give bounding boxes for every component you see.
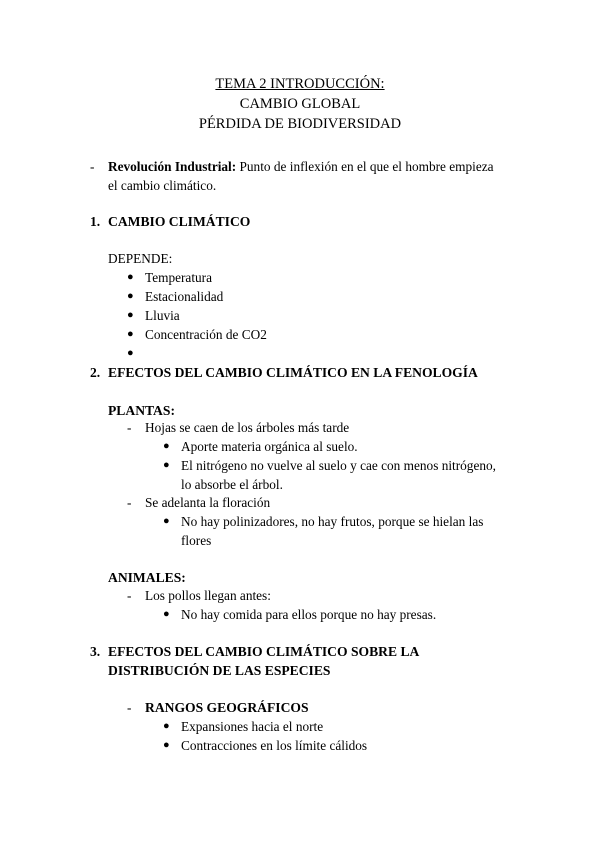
plantas-item-1-sub-2-line-2: lo absorbe el árbol. bbox=[181, 477, 283, 492]
plantas-item-2: Se adelanta la floración bbox=[145, 495, 271, 510]
plantas-label: PLANTAS: bbox=[108, 403, 175, 418]
section1-item-3: Lluvia bbox=[145, 308, 180, 323]
section1-label: DEPENDE: bbox=[108, 251, 173, 266]
intro-bold: Revolución Industrial: bbox=[108, 159, 237, 174]
bullet-icon: ● bbox=[163, 440, 170, 452]
dash-icon: - bbox=[127, 420, 132, 435]
bullet-icon: ● bbox=[163, 720, 170, 732]
plantas-item-2-sub-1-line-2: flores bbox=[181, 533, 212, 548]
title-line-1: TEMA 2 INTRODUCCIÓN: bbox=[215, 76, 385, 92]
dash-icon: - bbox=[127, 588, 132, 603]
bullet-icon: ● bbox=[127, 290, 134, 302]
intro-dash: - bbox=[90, 159, 95, 174]
section1-title: CAMBIO CLIMÁTICO bbox=[108, 214, 251, 229]
section3-title-line-1: EFECTOS DEL CAMBIO CLIMÁTICO SOBRE LA bbox=[108, 644, 420, 659]
rangos-item-2: Contracciones en los límite cálidos bbox=[181, 738, 368, 753]
rangos-label: RANGOS GEOGRÁFICOS bbox=[145, 700, 309, 715]
plantas-item-1: Hojas se caen de los árboles más tarde bbox=[145, 420, 350, 435]
animales-item-1-sub-1: No hay comida para ellos porque no hay presas. bbox=[181, 607, 437, 622]
animales-label: ANIMALES: bbox=[108, 570, 186, 585]
section2-title: EFECTOS DEL CAMBIO CLIMÁTICO EN LA FENOLOGÍA bbox=[108, 365, 478, 380]
intro-line-1 bbox=[108, 160, 494, 173]
title-line-2: CAMBIO GLOBAL bbox=[239, 96, 361, 112]
section3-number: 3. bbox=[90, 644, 101, 659]
plantas-item-1-sub-2-line-1: El nitrógeno no vuelve al suelo y cae con menos nitrógeno, bbox=[181, 458, 496, 473]
title-line-3: PÉRDIDA DE BIODIVERSIDAD bbox=[198, 116, 402, 132]
intro-text-1: Punto de inflexión en el que el hombre empieza bbox=[236, 159, 494, 174]
dash-icon: - bbox=[127, 495, 132, 510]
section3-title-line-2: DISTRIBUCIÓN DE LAS ESPECIES bbox=[108, 663, 331, 678]
bullet-icon: ● bbox=[163, 608, 170, 620]
bullet-icon: ● bbox=[163, 739, 170, 751]
plantas-item-1-sub-1: Aporte materia orgánica al suelo. bbox=[181, 439, 358, 454]
rangos-item-1: Expansiones hacia el norte bbox=[181, 719, 324, 734]
bullet-icon: ● bbox=[163, 515, 170, 527]
bullet-icon: ● bbox=[163, 459, 170, 471]
section1-item-1: Temperatura bbox=[145, 270, 212, 285]
bullet-icon: ● bbox=[127, 328, 134, 340]
section1-number: 1. bbox=[90, 214, 101, 229]
bullet-icon: ● bbox=[127, 271, 134, 283]
section1-item-4: Concentración de CO2 bbox=[145, 327, 267, 342]
section2-number: 2. bbox=[90, 365, 101, 380]
bullet-icon: ● bbox=[127, 347, 134, 359]
animales-item-1: Los pollos llegan antes: bbox=[145, 588, 271, 603]
intro-line-2: el cambio climático. bbox=[108, 178, 217, 193]
section1-item-2: Estacionalidad bbox=[145, 289, 224, 304]
dash-icon: - bbox=[127, 700, 132, 715]
plantas-item-2-sub-1-line-1: No hay polinizadores, no hay frutos, porque se hielan las bbox=[181, 514, 484, 529]
bullet-icon: ● bbox=[127, 309, 134, 321]
